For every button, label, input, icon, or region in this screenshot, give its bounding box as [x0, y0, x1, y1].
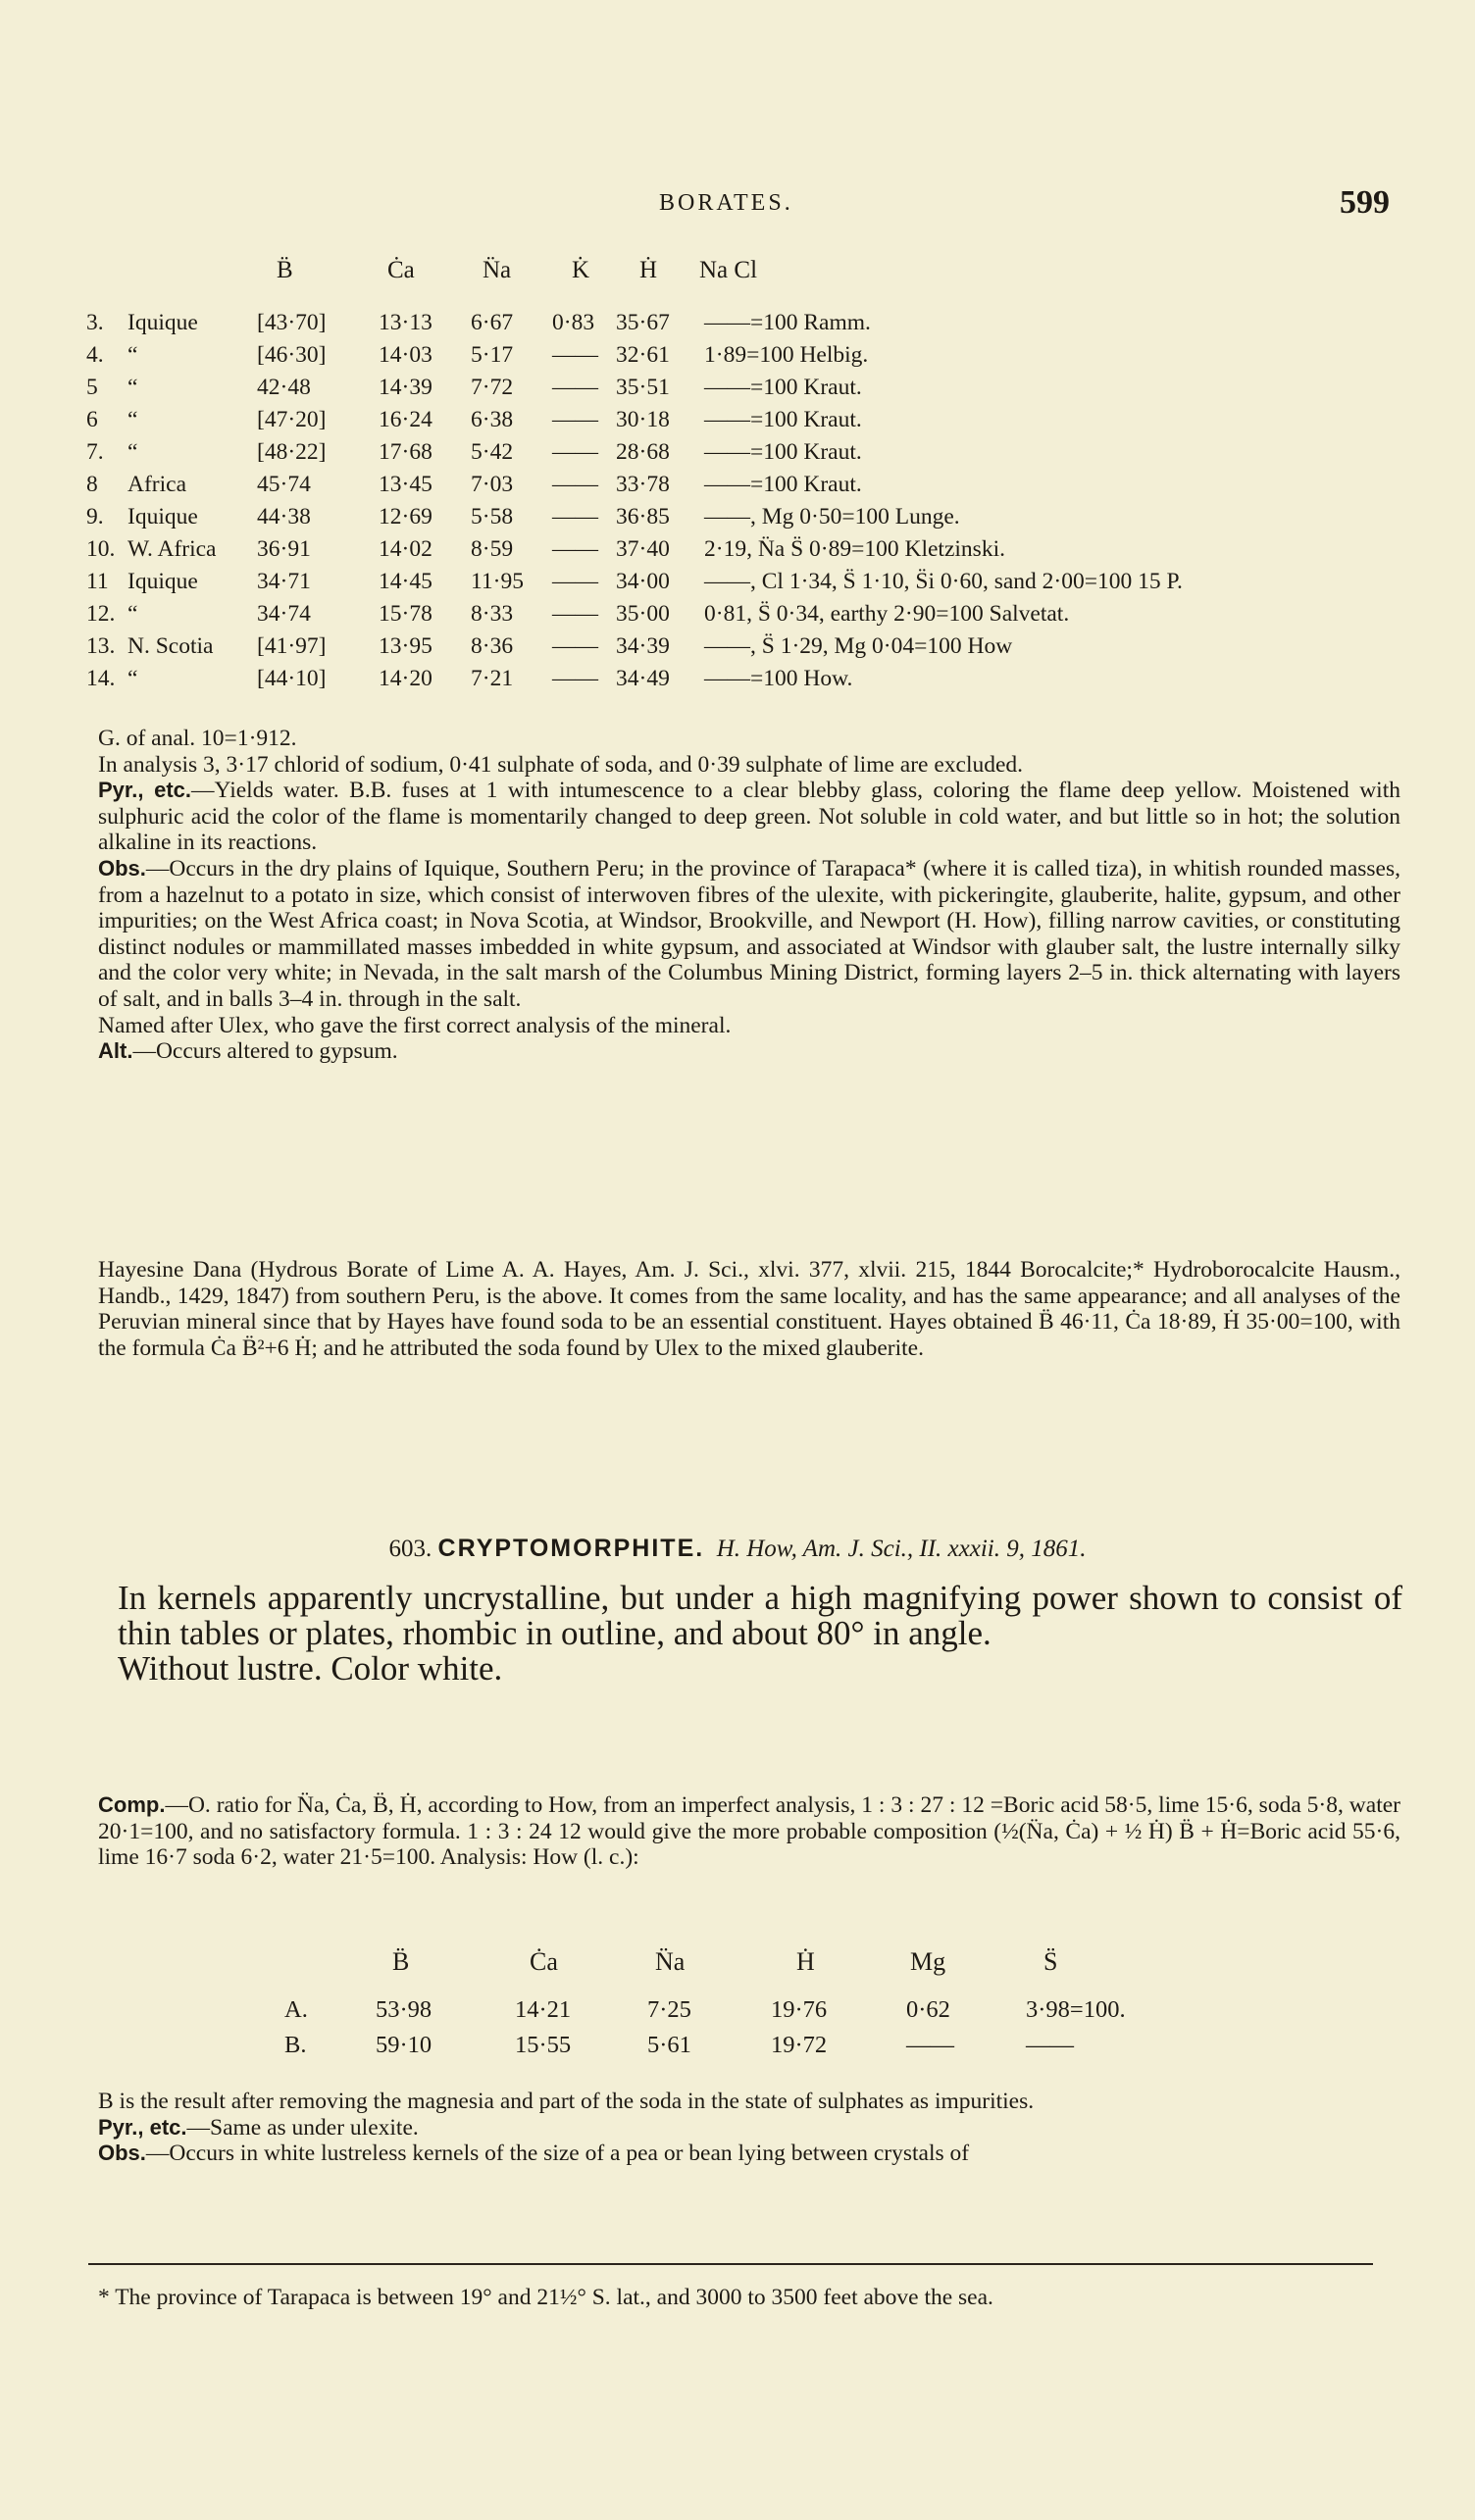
analysis-table-row: [0, 601, 1475, 633]
row-potassium: ——: [552, 407, 598, 432]
pyr2-heading: Pyr., etc.: [98, 2114, 187, 2140]
row-calcium: 15·78: [379, 601, 432, 627]
analysis-table-header: [0, 257, 1475, 290]
col-calcium: Ċa: [387, 257, 415, 283]
comp-heading: Comp.: [98, 1792, 166, 1817]
row-calcium: 14·45: [379, 569, 432, 594]
page-number: 599: [1340, 184, 1390, 221]
row-number: 10.: [86, 536, 116, 562]
analysis-table-row: [0, 407, 1475, 439]
row-sodium: 8·33: [471, 601, 514, 627]
row-potassium: ——: [552, 342, 598, 368]
row-remainder: ——, S̈ 1·29, Mg 0·04=100 How: [704, 633, 1013, 659]
row-water: 35·51: [616, 375, 670, 400]
row-calcium: 13·13: [379, 310, 432, 335]
row-boron: 34·71: [257, 569, 311, 594]
row-boron: 36·91: [257, 536, 311, 562]
row-number: 14.: [86, 666, 116, 691]
row-remainder: ——=100 Kraut.: [704, 375, 862, 400]
pyr-paragraph: [98, 778, 1400, 856]
row-sodium: 5·17: [471, 342, 514, 368]
row-calcium: 14·02: [379, 536, 432, 562]
comp-text: —O. ratio for N̈a, Ċa, B̈, Ḣ, according to How, from an imperfect analysis, 1 : 3 : 27 : 12 =Boric acid 58·5, lime 15·6, soda 5·8, water 20·1=100, and no satisfactory formula. 1 : 3 : 24 12 would give the more probable composition (½(N̈a, Ċa) + ½ Ḣ) B̈ + Ḣ=Boric acid 55·6, lime 16·7 soda 6·2, water 21·5=100. Analysis: How (l. c.):: [98, 1792, 1400, 1871]
a2-calcium: 15·55: [515, 2032, 572, 2058]
row-locality: Iquique: [127, 310, 198, 335]
row-locality: “: [127, 375, 138, 400]
obs2-paragraph: [98, 2141, 1400, 2167]
row-remainder: ——=100 Ramm.: [704, 310, 871, 335]
row-locality: “: [127, 342, 138, 368]
a2-col-sodium: N̈a: [655, 1947, 686, 1976]
a2-col-sulphur: S̈: [1043, 1947, 1058, 1976]
a2-label: B.: [284, 2032, 307, 2058]
row-potassium: ——: [552, 504, 598, 529]
row-potassium: 0·83: [552, 310, 595, 335]
row-boron: 34·74: [257, 601, 311, 627]
row-remainder: ——=100 Kraut.: [704, 407, 862, 432]
row-water: 35·00: [616, 601, 670, 627]
obs-text: —Occurs in the dry plains of Iquique, Southern Peru; in the province of Tarapaca* (where it is called tiza), in whitish rounded masses, from a hazelnut to a potato in size, which consist of interwoven fibres of the ulexite, with pickeringite, glauberite, halite, gypsum, and other impurities; on the West Africa coast; in Nova Scotia, at Windsor, Brookville, and Newport (H. How), filling narrow cavities, or constituting distinct nodules or mammillated masses imbedded in white gypsum, and associated at Windsor with glauber salt, the lustre internally silky and the color very white; in Nevada, in the salt marsh of the Columbus Mining District, forming layers 2–5 in. thick alternating with layers of salt, and in balls 3–4 in. through in the salt.: [98, 855, 1400, 1012]
obs2-text: —Occurs in white lustreless kernels of the size of a pea or bean lying between crystals of: [145, 2141, 970, 2167]
row-remainder: ——=100 Kraut.: [704, 472, 862, 497]
pyr-heading: Pyr., etc.: [98, 778, 192, 803]
b-result-note: B is the result after removing the magnesia and part of the soda in the state of sulphates as impurities.: [98, 2089, 1035, 2114]
row-locality: Africa: [127, 472, 187, 497]
col-sodium: N̈a: [483, 257, 512, 283]
row-number: 11: [86, 569, 109, 594]
row-potassium: ——: [552, 601, 598, 627]
row-sodium: 11·95: [471, 569, 524, 594]
section-number: 603.: [388, 1536, 432, 1562]
obs-paragraph: [98, 856, 1400, 1013]
col-boron: B̈: [277, 257, 293, 283]
row-boron: [41·97]: [257, 633, 327, 659]
row-boron: [48·22]: [257, 439, 327, 465]
row-sodium: 5·58: [471, 504, 514, 529]
row-sodium: 6·38: [471, 407, 514, 432]
row-sodium: 7·21: [471, 666, 514, 691]
row-calcium: 12·69: [379, 504, 432, 529]
row-water: 34·39: [616, 633, 670, 659]
analysis-table-row: [0, 536, 1475, 569]
description-2: Without lustre. Color white.: [118, 1649, 503, 1688]
row-water: 33·78: [616, 472, 670, 497]
pyr-text: —Yields water. B.B. fuses at 1 with intumescence to a clear blebby glass, coloring the flame deep yellow. Moistened with sulphuric acid the color of the flame is momentarily changed to deep green. Not soluble in cold water, and but little so in hot; the solution alkaline in its reactions.: [98, 778, 1400, 856]
row-remainder: ——, Cl 1·34, S̈ 1·10, S̈i 0·60, sand 2·00=100 15 P.: [704, 569, 1183, 594]
row-boron: [44·10]: [257, 666, 327, 691]
a2-label: A.: [284, 1996, 308, 2023]
obs-heading: Obs.: [98, 855, 146, 881]
a2-sodium: 5·61: [647, 2032, 691, 2058]
col-potassium: K̇: [572, 257, 590, 283]
a2-calcium: 14·21: [515, 1996, 572, 2023]
row-water: 34·49: [616, 666, 670, 691]
a2-col-calcium: Ċa: [530, 1947, 558, 1976]
row-water: 28·68: [616, 439, 670, 465]
row-water: 32·61: [616, 342, 670, 368]
footnote-text: * The province of Tarapaca is between 19° and 21½° S. lat., and 3000 to 3500 feet above the sea.: [98, 2285, 993, 2310]
row-number: 3.: [86, 310, 104, 335]
row-boron: [47·20]: [257, 407, 327, 432]
row-sodium: 8·36: [471, 633, 514, 659]
row-sodium: 5·42: [471, 439, 514, 465]
row-number: 6: [86, 407, 98, 432]
footnote-rule: [88, 2263, 1373, 2265]
row-potassium: ——: [552, 375, 598, 400]
row-locality: N. Scotia: [127, 633, 214, 659]
row-calcium: 14·20: [379, 666, 432, 691]
row-number: 4.: [86, 342, 104, 368]
hayesine-paragraph: Hayesine Dana (Hydrous Borate of Lime A. A. Hayes, Am. J. Sci., xlvi. 377, xlvii. 215, 1844 Borocalcite;* Hydroborocalcite Hausm., Handb., 1429, 1847) from southern Peru, is the above. It comes from the same locality, and has the same appearance; and all analyses of the Peruvian mineral since that by Hayes have found soda to be an essential constituent. Hayes obtained B̈ 46·11, Ċa 18·89, Ḣ 35·00=100, with the formula Ċa B̈²+6 Ḣ; and he attributed the soda found by Ulex to the mixed glauberite.: [98, 1257, 1400, 1361]
row-remainder: ——=100 How.: [704, 666, 853, 691]
analysis-table-row: [0, 569, 1475, 601]
row-locality: “: [127, 666, 138, 691]
row-number: 12.: [86, 601, 116, 627]
analysis-table-row: [0, 472, 1475, 504]
footnote: [98, 2285, 1400, 2311]
row-remainder: 0·81, S̈ 0·34, earthy 2·90=100 Salvetat.: [704, 601, 1070, 627]
row-locality: “: [127, 601, 138, 627]
row-boron: 45·74: [257, 472, 311, 497]
row-potassium: ——: [552, 472, 598, 497]
running-title: BORATES.: [659, 190, 793, 216]
analysis-table-row: [0, 439, 1475, 472]
row-calcium: 14·39: [379, 375, 432, 400]
row-water: 30·18: [616, 407, 670, 432]
a2-col-boron: B̈: [392, 1947, 410, 1976]
pyr2-paragraph: [98, 2115, 1400, 2142]
row-calcium: 13·45: [379, 472, 432, 497]
row-water: 35·67: [616, 310, 670, 335]
analysis-table-body: [0, 310, 1475, 698]
alt-text: —Occurs altered to gypsum.: [132, 1038, 398, 1065]
row-sodium: 7·03: [471, 472, 514, 497]
a2-sulphur: ——: [1026, 2032, 1074, 2058]
hayesine-block: [98, 1257, 1400, 1361]
analysis-table-row: [0, 504, 1475, 536]
a2-boron: 53·98: [376, 1996, 432, 2023]
row-locality: “: [127, 407, 138, 432]
row-calcium: 13·95: [379, 633, 432, 659]
row-remainder: 1·89=100 Helbig.: [704, 342, 869, 368]
a2-col-water: Ḣ: [796, 1947, 815, 1976]
row-sodium: 6·67: [471, 310, 514, 335]
row-potassium: ——: [552, 633, 598, 659]
a2-water: 19·76: [771, 1996, 828, 2023]
row-remainder: ——=100 Kraut.: [704, 439, 862, 465]
obs2-heading: Obs.: [98, 2141, 146, 2166]
row-number: 13.: [86, 633, 116, 659]
row-locality: W. Africa: [127, 536, 217, 562]
row-potassium: ——: [552, 536, 598, 562]
composition-block: [98, 1792, 1400, 1871]
analysis-table-row: [0, 666, 1475, 698]
row-locality: Iquique: [127, 569, 198, 594]
alt-heading: Alt.: [98, 1038, 133, 1064]
analysis2-row-b: [0, 2032, 1475, 2065]
named-note: Named after Ulex, who gave the first correct analysis of the mineral.: [98, 1012, 732, 1038]
row-calcium: 16·24: [379, 407, 432, 432]
a2-sodium: 7·25: [647, 1996, 691, 2023]
row-number: 8: [86, 472, 98, 497]
row-locality: “: [127, 439, 138, 465]
description-1: In kernels apparently uncrystalline, but under a high magnifying power shown to consist of thin tables or plates, rhombic in outline, and about 80° in angle.: [118, 1579, 1402, 1652]
a2-col-magnesium: Mg: [910, 1947, 946, 1976]
page-header: [0, 184, 1475, 224]
col-water: Ḣ: [639, 257, 658, 283]
alt-paragraph: [98, 1038, 1400, 1065]
row-calcium: 17·68: [379, 439, 432, 465]
a2-sulphur: 3·98=100.: [1026, 1996, 1126, 2023]
analysis-table-row: [0, 633, 1475, 666]
section-name: CRYPTOMORPHITE.: [437, 1535, 705, 1562]
row-remainder: 2·19, N̈a S̈ 0·89=100 Kletzinski.: [704, 536, 1005, 562]
row-boron: 44·38: [257, 504, 311, 529]
row-calcium: 14·03: [379, 342, 432, 368]
row-locality: Iquique: [127, 504, 198, 529]
a2-boron: 59·10: [376, 2032, 432, 2058]
row-water: 36·85: [616, 504, 670, 529]
a2-magnesium: 0·62: [906, 1996, 950, 2023]
row-sodium: 7·72: [471, 375, 514, 400]
gravity-note: G. of anal. 10=1·912.: [98, 726, 297, 751]
row-potassium: ——: [552, 569, 598, 594]
row-boron: 42·48: [257, 375, 311, 400]
pyr2-text: —Same as under ulexite.: [186, 2114, 419, 2141]
row-potassium: ——: [552, 439, 598, 465]
row-remainder: ——, Mg 0·50=100 Lunge.: [704, 504, 960, 529]
row-boron: [43·70]: [257, 310, 327, 335]
after-block: [98, 2089, 1400, 2167]
section-reference: H. How, Am. J. Sci., II. xxxii. 9, 1861.: [716, 1536, 1087, 1562]
col-nacl: Na Cl: [699, 257, 758, 283]
row-water: 37·40: [616, 536, 670, 562]
analysis2-row-a: [0, 1996, 1475, 2030]
row-water: 34·00: [616, 569, 670, 594]
description-block: [118, 1581, 1402, 1687]
analysis2-header: [0, 1947, 1475, 1983]
analysis3-note: In analysis 3, 3·17 chlorid of sodium, 0·41 sulphate of soda, and 0·39 sulphate of lime are excluded.: [98, 751, 1024, 778]
notes-block: [98, 726, 1400, 1065]
section-title: [0, 1535, 1475, 1563]
row-number: 5: [86, 375, 98, 400]
row-boron: [46·30]: [257, 342, 327, 368]
analysis-table-row: [0, 342, 1475, 375]
row-number: 9.: [86, 504, 104, 529]
a2-magnesium: ——: [906, 2032, 954, 2058]
row-sodium: 8·59: [471, 536, 514, 562]
analysis-table-row: [0, 375, 1475, 407]
comp-paragraph: [98, 1792, 1400, 1871]
analysis-table-row: [0, 310, 1475, 342]
row-potassium: ——: [552, 666, 598, 691]
row-number: 7.: [86, 439, 104, 465]
a2-water: 19·72: [771, 2032, 828, 2058]
